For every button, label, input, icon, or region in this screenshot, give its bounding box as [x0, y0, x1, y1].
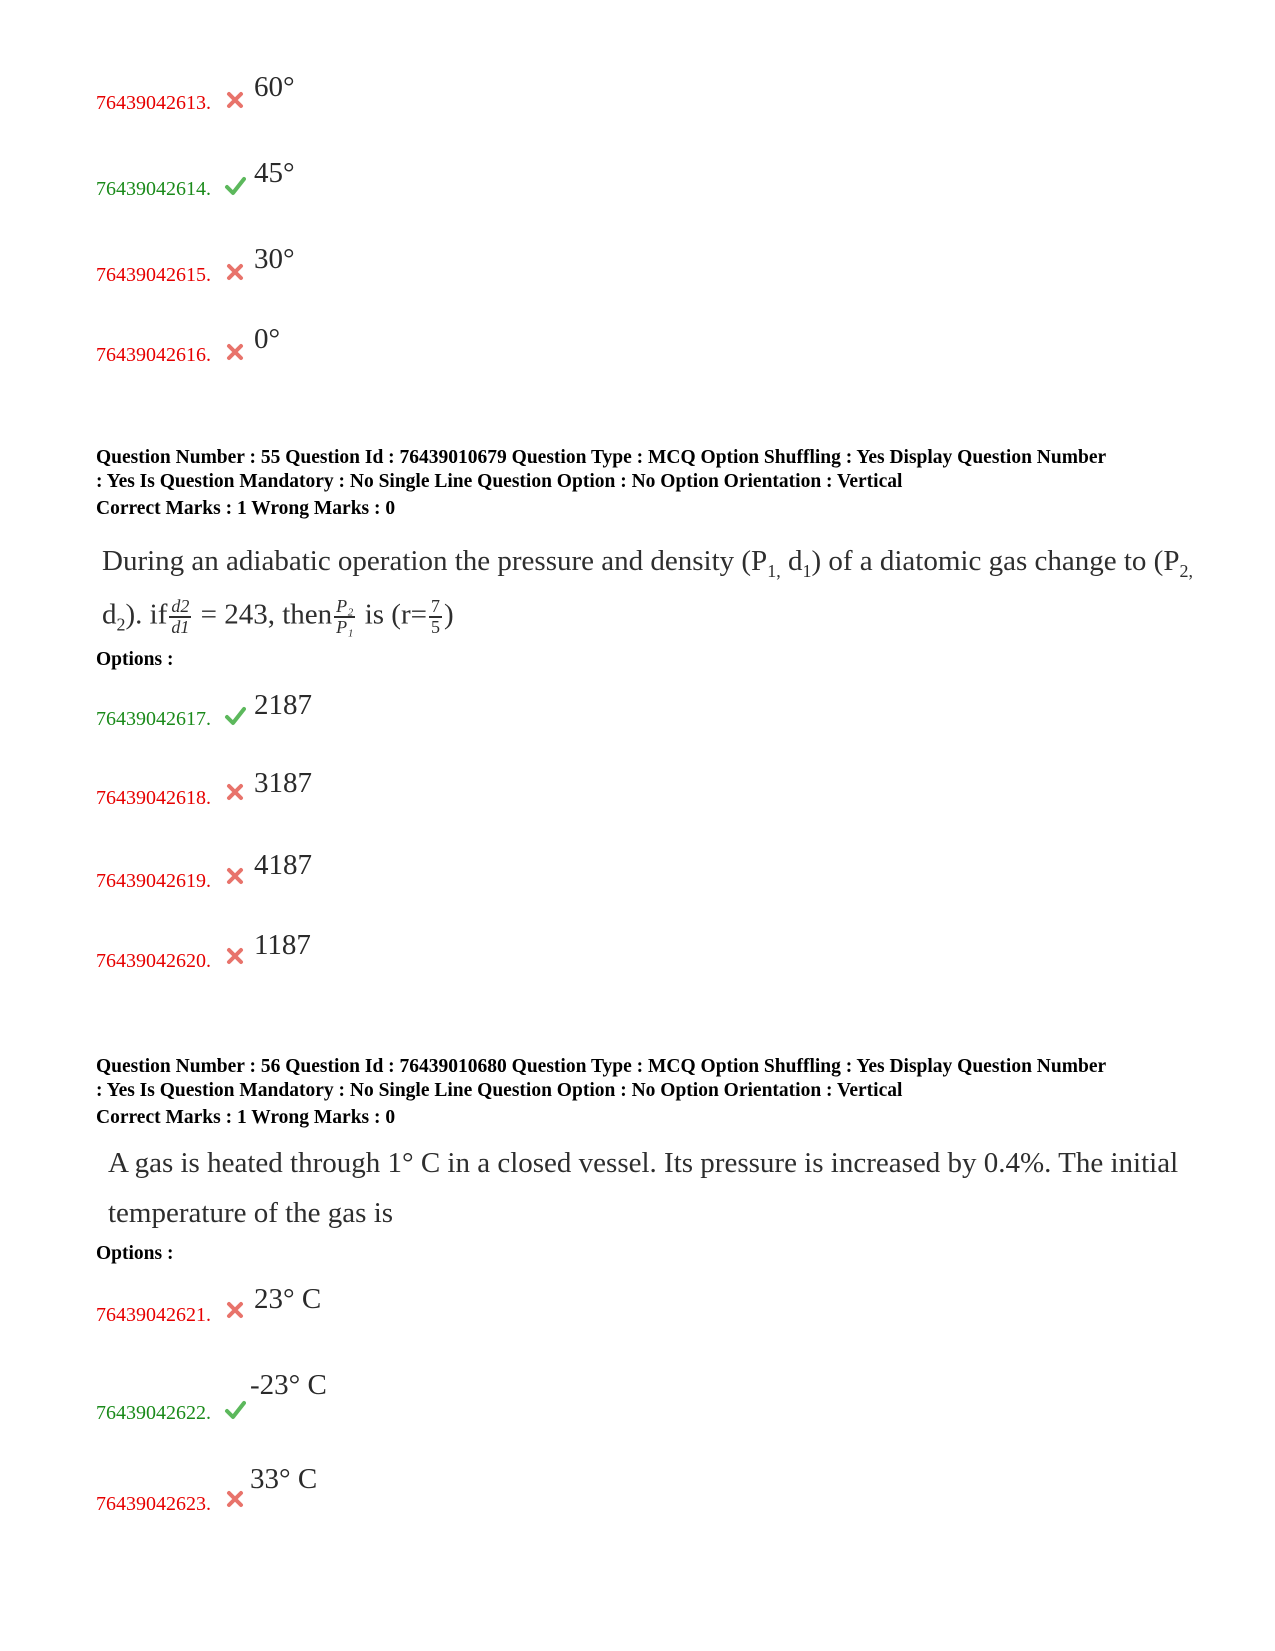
- cross-icon: [224, 341, 246, 363]
- option-id: 76439042620.: [96, 950, 211, 972]
- option-row: [0, 928, 1275, 1008]
- question-meta: [96, 446, 1206, 494]
- question-text-line2: $d_2$). if $\frac{d2}{d1}$ = 243, then $\frac{\text{P₂}}{\text{P₁}}$ is (r= $\frac{7}{5}$ ): [102, 596, 454, 637]
- option-row: [0, 1282, 1275, 1362]
- option-value: 3187: [254, 767, 312, 799]
- option-row: [0, 1368, 1275, 1448]
- question-text-line2: temperature of the gas is: [108, 1197, 394, 1229]
- question-text-line1: During an adiabatic operation the pressure and density ($P_{1,}$ $d_1$) of a diatomic gas change to ($P_{2,}$: [102, 545, 1193, 581]
- option-value: -23° C: [250, 1369, 327, 1401]
- check-icon: [224, 175, 246, 197]
- option-row: [0, 242, 1275, 322]
- fraction: $\frac{\text{P₂}}{\text{P₁}}$: [336, 596, 354, 637]
- option-row: [0, 686, 1275, 766]
- option-row: [0, 1462, 1275, 1542]
- cross-icon: [224, 1488, 246, 1510]
- cross-icon: [224, 1299, 246, 1321]
- check-icon: [224, 1399, 246, 1421]
- option-id: 76439042623.: [96, 1493, 211, 1515]
- option-row: [0, 766, 1275, 846]
- options-label: Options :: [96, 1243, 174, 1264]
- cross-icon: [224, 261, 246, 283]
- cross-icon: [224, 865, 246, 887]
- option-row: [0, 322, 1275, 402]
- option-value: 1187: [254, 929, 311, 961]
- cross-icon: [224, 945, 246, 967]
- option-value: 2187: [254, 689, 312, 721]
- question-marks: Correct Marks : 1 Wrong Marks : 0: [96, 1107, 396, 1128]
- option-id: 76439042614.: [96, 178, 211, 200]
- question-meta-line1: Question Number : 56 Question Id : 76439010680 Question Type : MCQ Option Shuffling : Yes Display Question Number: [96, 1056, 1107, 1077]
- option-id: 76439042613.: [96, 92, 211, 114]
- option-row: [0, 156, 1275, 236]
- check-icon: [224, 705, 246, 727]
- option-id: 76439042618.: [96, 787, 211, 809]
- option-value: 33° C: [250, 1463, 318, 1495]
- question-meta-line1: Question Number : 55 Question Id : 76439010679 Question Type : MCQ Option Shuffling : Yes Display Question Number: [96, 447, 1107, 468]
- options-label: Options :: [96, 649, 174, 670]
- fraction: $\frac{7}{5}$: [430, 596, 440, 637]
- option-value: 45°: [254, 157, 295, 189]
- option-id: 76439042621.: [96, 1304, 211, 1326]
- option-row: [0, 848, 1275, 928]
- option-id: 76439042622.: [96, 1402, 211, 1424]
- option-value: 4187: [254, 849, 312, 881]
- cross-icon: [224, 89, 246, 111]
- option-id: 76439042617.: [96, 708, 211, 730]
- fraction: $\frac{d2}{d1}$: [171, 596, 190, 637]
- option-value: 23° C: [254, 1283, 322, 1315]
- option-value: 30°: [254, 243, 295, 275]
- option-value: 0°: [254, 323, 281, 355]
- option-id: 76439042616.: [96, 344, 211, 366]
- option-row: [0, 70, 1275, 150]
- option-value: 60°: [254, 71, 295, 103]
- question-meta-line2: : Yes Is Question Mandatory : No Single Line Question Option : No Option Orientation : Vertical: [96, 471, 903, 492]
- option-id: 76439042615.: [96, 264, 211, 286]
- question-marks: Correct Marks : 1 Wrong Marks : 0: [96, 498, 396, 519]
- option-id: 76439042619.: [96, 870, 211, 892]
- cross-icon: [224, 781, 246, 803]
- question-meta-line2: : Yes Is Question Mandatory : No Single Line Question Option : No Option Orientation : Vertical: [96, 1080, 903, 1101]
- question-meta: [96, 1055, 1206, 1103]
- question-text-line1: A gas is heated through 1° C in a closed vessel. Its pressure is increased by 0.4%. The initial: [108, 1147, 1179, 1179]
